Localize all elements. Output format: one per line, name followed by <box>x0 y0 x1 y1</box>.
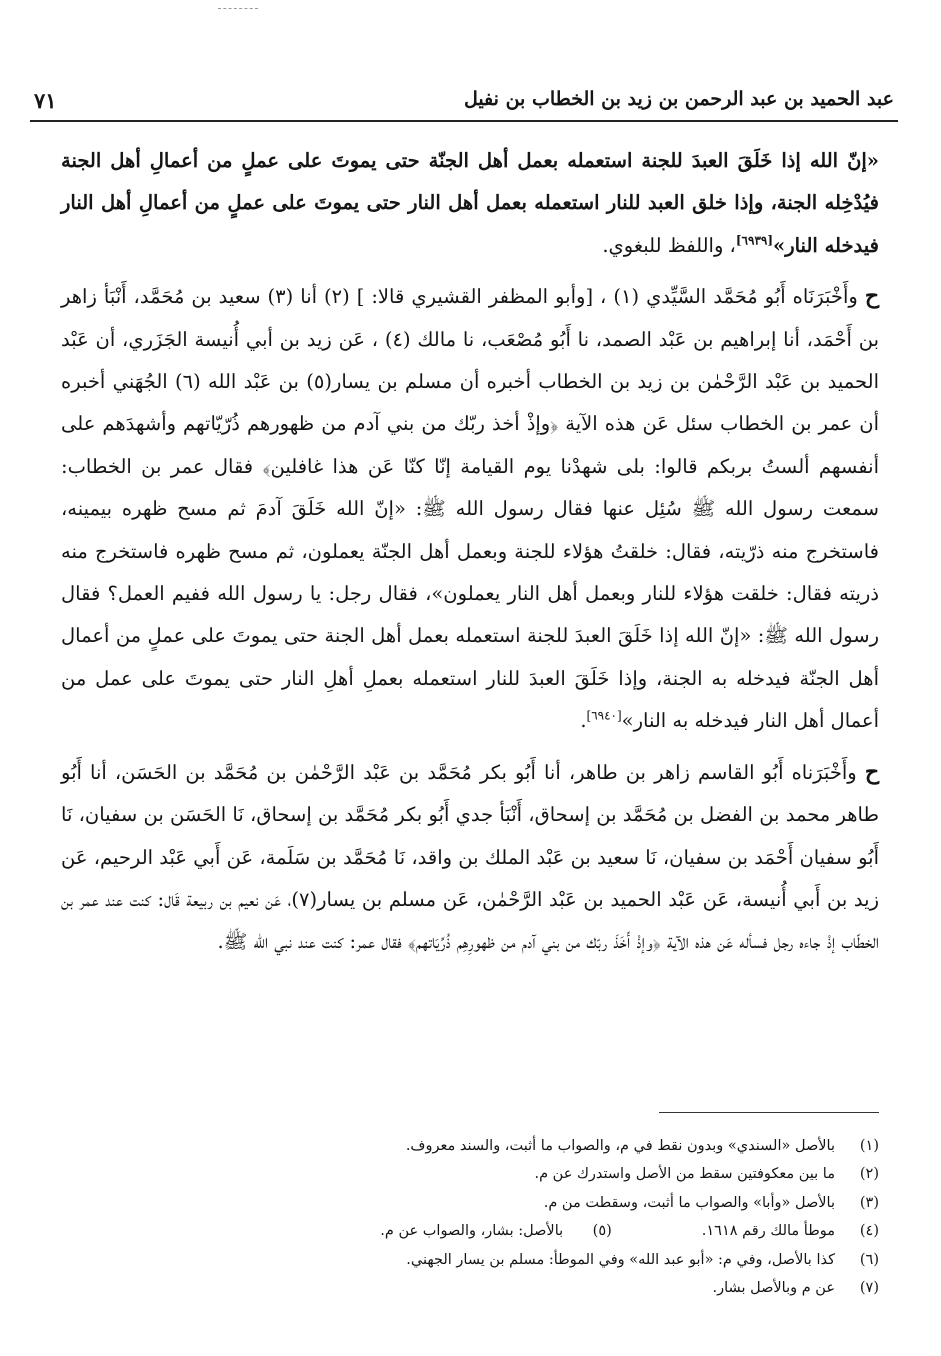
footnote-separator <box>659 1112 879 1113</box>
hadith-number: [٦٩٣٩] <box>735 233 774 248</box>
page-number: ٧١ <box>34 88 57 113</box>
footnote-inline <box>380 1217 612 1245</box>
footnote-number: (٣) <box>859 1194 879 1211</box>
paragraph-2 <box>61 275 879 742</box>
main-text <box>61 140 879 972</box>
footnote-number: (٥) <box>592 1223 612 1240</box>
paragraph-1-tail: ، واللفظ للبغوي. <box>602 233 736 257</box>
footnote-text: بالأصل: بشار، والصواب عن م. <box>380 1223 564 1240</box>
footnote-text: عن م وبالأصل بشار. <box>712 1280 835 1297</box>
footnote-number: (٤) <box>859 1223 879 1240</box>
footnote <box>61 1160 879 1188</box>
footnote-number: (٧) <box>859 1280 879 1297</box>
footnote-text: ما بين معكوفتين سقط من الأصل واستدرك عن م. <box>534 1166 835 1183</box>
footnote <box>61 1132 879 1160</box>
footnote-text: بالأصل «وأبا» والصواب ما أثبت، وسقطت من م. <box>543 1194 835 1211</box>
footnote <box>61 1217 879 1245</box>
scan-mark <box>218 8 258 11</box>
footnote-number: (٦) <box>859 1251 879 1268</box>
footnote-text: موطأ مالك رقم ١٦١٨. <box>701 1223 835 1240</box>
footnote <box>61 1246 879 1274</box>
paragraph-1-text: «إنّ الله إذا خَلَقَ العبدَ للجنة استعمله بعمل أهل الجنّة حتى يموتَ على عملٍ من أعمالِ أهل الجنة فيُدْخِله الجنة، وإذا خلق العبد للنار استعمله بعمل أهل النار حتى يموتَ على عملٍ من أعمالِ أهل النار فيدخله النار» <box>61 149 879 257</box>
paragraph-2-tail: . <box>580 709 587 733</box>
paragraph-3 <box>61 751 879 964</box>
footnote-number: (١) <box>859 1138 879 1154</box>
footnotes <box>61 1132 879 1302</box>
footnote <box>61 1189 879 1217</box>
tahwil-symbol: ح <box>864 758 880 785</box>
footnote <box>61 1274 879 1302</box>
hadith-number: [٦٩٤٠] <box>586 708 622 723</box>
footnote-number: (٢) <box>859 1166 879 1183</box>
running-title: عبد الحميد بن عبد الرحمن بن زيد بن الخطاب بن نفيل <box>463 88 894 110</box>
running-header <box>30 86 898 122</box>
paragraph-1 <box>61 140 879 267</box>
paragraph-2-text: وأَخْبَرَنَاه أَبُو مُحَمَّد السَّيِّدي (١) ، [وأبو المظفر القشيري قالا: ] (٢) أنا (٣) سعيد بن مُحَمَّد، أَنْبَأ زاهر بن أَحْمَد، أنا إبراهيم بن عَبْد الصمد، نا أَبُو مُصْعَب، نا مالك (٤) ، عَن زيد بن أبي أُنيسة الجَزَري، أن عَبْد الحميد بن عَبْد الرَّحْمٰن بن زيد بن الخطاب أخبره أن مسلم بن يسار(٥) بن عَبْد الله (٦) الجُهَني أخبره أن عمر بن الخطاب سئل عَن هذه الآية ﴿وإذْ أخذ ربّك من بني آدم من ظهورهم ذُرّيّاتهم وأشهدَهم على أنفسهم ألستُ بربكم قالوا: بلى شهدْنا يوم القيامة إنّا كنّا عَن هذا غافلين﴾ فقال عمر بن الخطاب: سمعت رسول الله ﷺ سُئِل عنها فقال رسول الله ﷺ: «إنّ الله خَلَقَ آدمَ ثم مسح ظهره بيمينه، فاستخرج منه ذرّيته، فقال: خلقتُ هؤلاء للجنة وبعمل أهل الجنّة يعملون، ثم مسح ظهره فاستخرج منه ذريته فقال: خلقت هؤلاء للنار وبعمل أهل النار يعملون»، فقال رجل: يا رسول الله ففيم العمل؟ فقال رسول الله ﷺ: «إنّ الله إذا خَلَقَ العبدَ للجنة استعمله بعمل أهل الجنة حتى يموتَ على عملٍ من أعمال أهل الجنّة فيدخله به الجنة، وإذا خَلَقَ العبدَ للنار استعمله بعملِ أهلِ النار حتى يموتَ على عمل من أعمال أهل النار فيدخله به النار» <box>61 285 879 733</box>
footnote-text: كذا بالأصل، وفي م: «أبو عبد الله» وفي الموطأ: مسلم بن يسار الجهني. <box>406 1251 835 1268</box>
tahwil-symbol: ح <box>864 283 880 310</box>
footnote-text: بالأصل «السندي» وبدون نقط في م، والصواب ما أثبت، والسند معروف. <box>405 1138 835 1154</box>
paragraph-3-text: وأَخْبَرَناه أَبُو القاسم زاهر بن طاهر، أنا أَبُو بكر مُحَمَّد بن عَبْد الرَّحْمٰن بن مُحَمَّد بن الحَسَن، أنا أَبُو طاهر محمد بن الفضل بن مُحَمَّد بن إسحاق، أَنْبَأ جدي أَبُو بكر مُحَمَّد بن إسحاق، نَا الحَسَن بن سفيان، نَا أَبُو سفيان أَحْمَد بن سفيان، نَا سعيد بن عَبْد الملك بن واقد، نَا مُحَمَّد بن سَلَمة، عَن أَبي عَبْد الرحيم، عَن زيد بن أَبي أُنيسة، عَن عَبْد الحميد بن عَبْد الرَّحْمٰن، عَن مسلم بن يسار(٧)، عَن نعيم بن ربيعة قَال: كنت عند عمر بن الخطّاب إذْ جاءه رجل فسأله عَن هذه الآية ﴿وإذْ أَخَذَ ربّك من بني آدم من ظهورِهِم ذُرِّيَاتهم﴾ فقال عمر: كنت عند نبي الله ﷺ. <box>61 760 879 954</box>
